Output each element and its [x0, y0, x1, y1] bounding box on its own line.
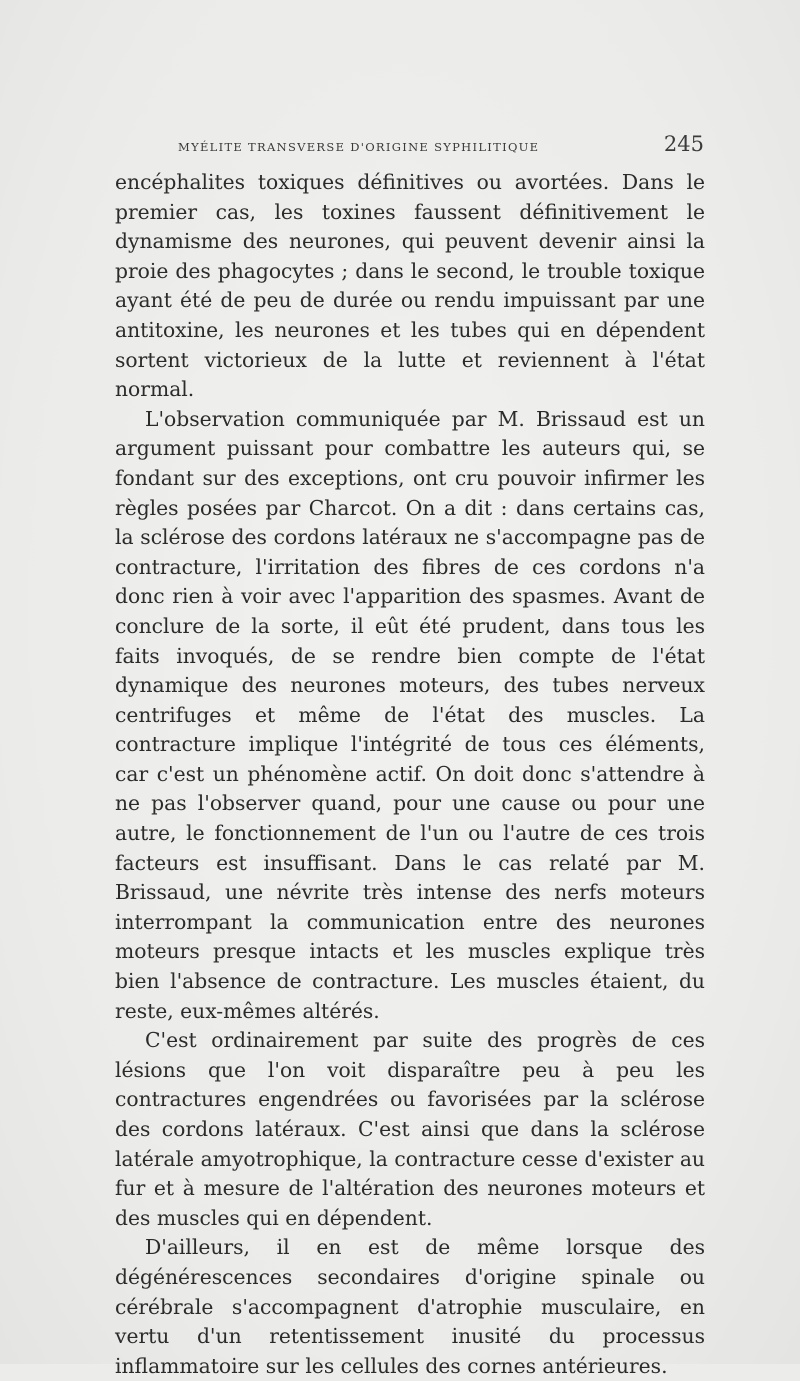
- paragraph: C'est ordinairement par suite des progrès de ces lésions que l'on voit disparaître peu à peu les contractures engendrées ou favorisées par la sclérose des cordons latéraux. C'est ainsi que dans la sclérose latérale amyotrophique, la contracture cesse d'exister au fur et à mesure de l'altération des neurones moteurs et des muscles qui en dépendent.: [115, 1028, 705, 1230]
- running-title: MYÉLITE TRANSVERSE D'ORIGINE SYPHILITIQUE: [178, 140, 540, 154]
- body-text: [115, 168, 705, 1381]
- page-number: 245: [663, 132, 704, 156]
- paragraph: L'observation communiquée par M. Brissaud est un argument puissant pour combattre les auteurs qui, se fondant sur des exceptions, ont cru pouvoir infirmer les règles posées par Charcot. On a dit : dans certains cas, la sclérose des cordons latéraux ne s'accompagne pas de contracture, l'irritation des fibres de ces cordons n'a donc rien à voir avec l'apparition des spasmes. Avant de conclure de la sorte, il eût été prudent, dans tous les faits invoqués, de se rendre bien compte de l'état dynamique des neurones moteurs, des tubes nerveux centrifuges et même de l'état des muscles. La contracture implique l'intégrité de tous ces éléments, car c'est un phénomène actif. On doit donc s'attendre à ne pas l'observer quand, pour une cause ou pour une autre, le fonctionnement de l'un ou l'autre de ces trois facteurs est insuffisant. Dans le cas relaté par M. Brissaud, une névrite très intense des nerfs moteurs interrompant la communication entre des neurones moteurs presque intacts et les muscles explique très bien l'absence de contracture. Les muscles étaient, du reste, eux-mêmes altérés.: [115, 406, 705, 1023]
- paragraph: encéphalites toxiques définitives ou avortées. Dans le premier cas, les toxines faussent définitivement le dynamisme des neurones, qui peuvent devenir ainsi la proie des phagocytes ; dans le second, le trouble toxique ayant été de peu de durée ou rendu impuissant par une antitoxine, les neurones et les tubes qui en dépendent sortent victorieux de la lutte et reviennent à l'état normal.: [115, 170, 705, 402]
- paragraph: D'ailleurs, il en est de même lorsque des dégénérescences secondaires d'origine spinale ou cérébrale s'accompagnent d'atrophie musculaire, en vertu d'un retentissement inusité du processus inflammatoire sur les cellules des cornes antérieures.: [115, 1235, 705, 1378]
- running-head: [178, 132, 704, 154]
